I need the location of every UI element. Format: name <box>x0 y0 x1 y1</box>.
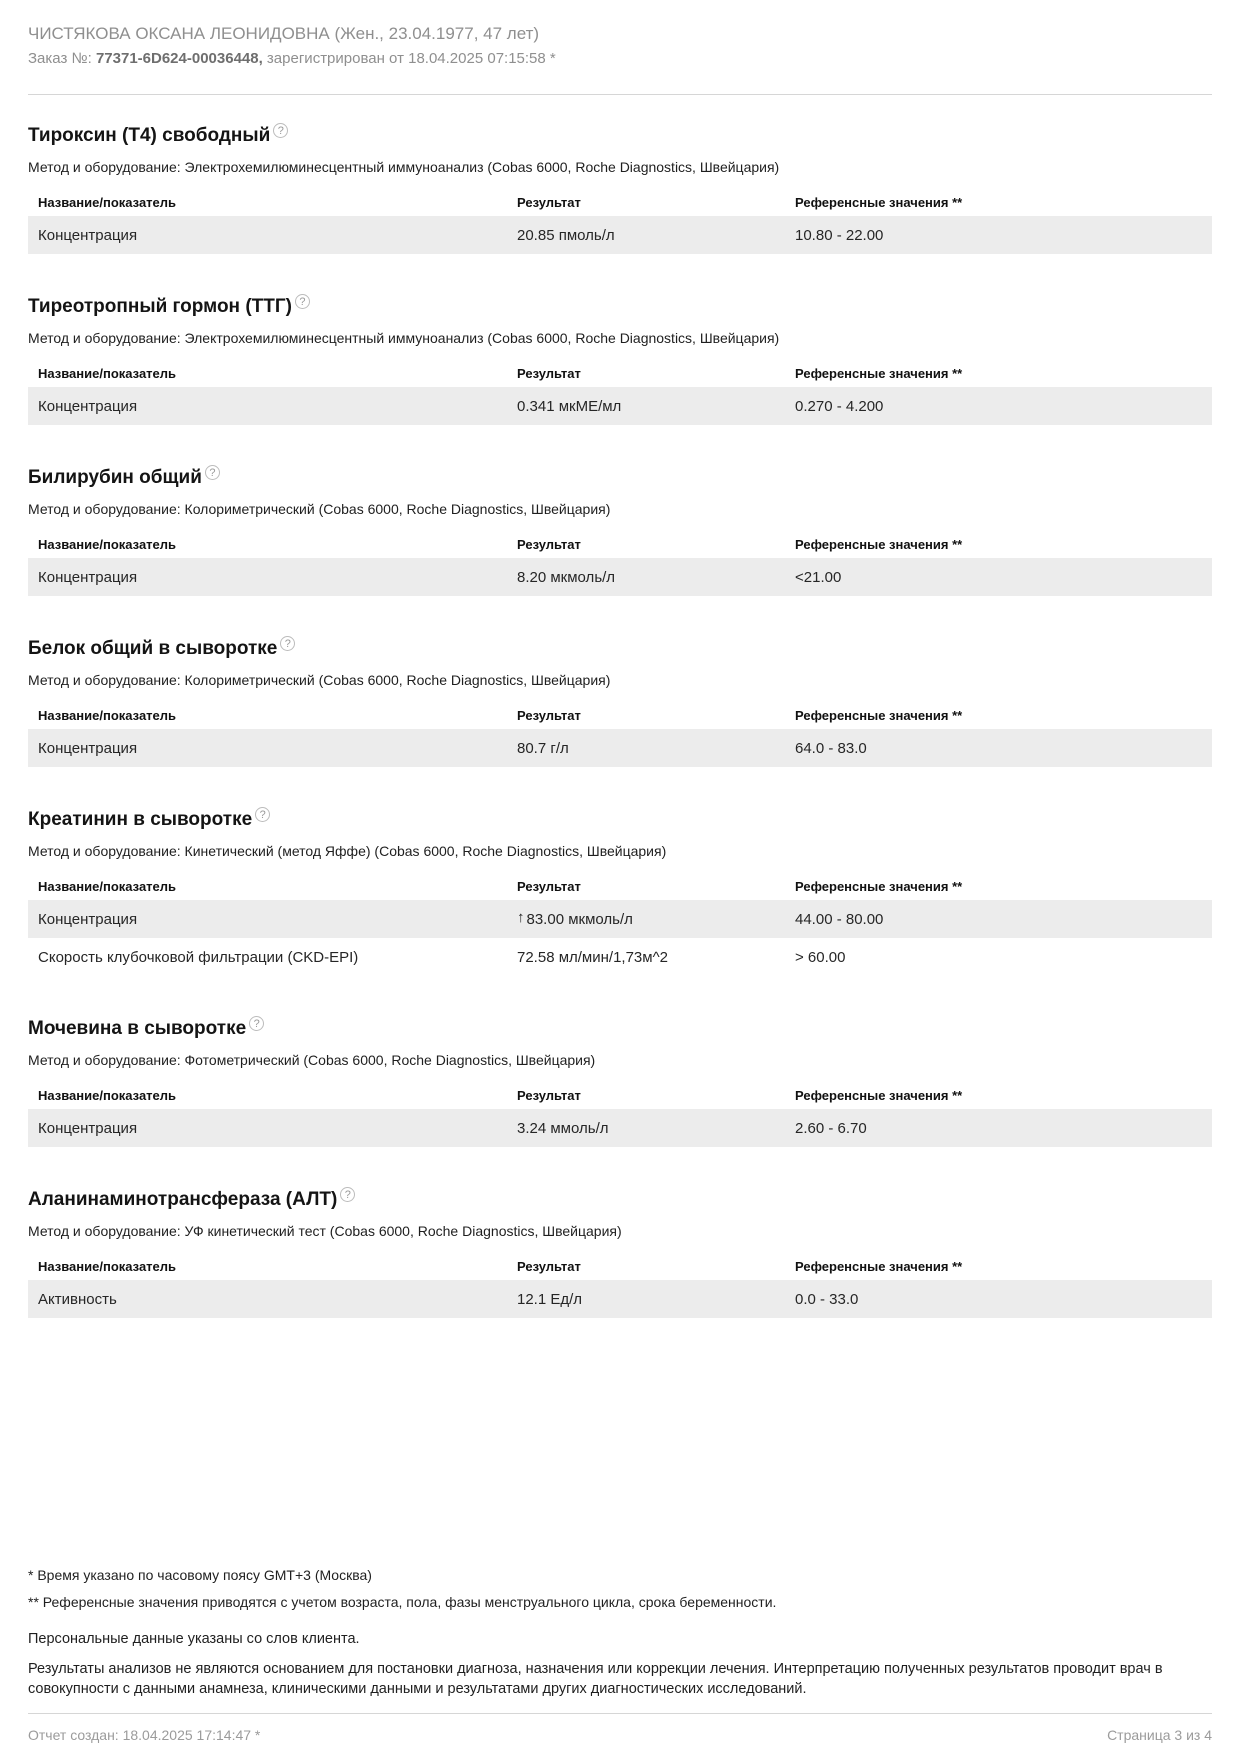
table-row <box>28 1280 1212 1318</box>
cell-result-value: 20.85 пмоль/л <box>517 226 615 244</box>
column-header-name: Название/показатель <box>38 536 177 552</box>
column-header-reference: Референсные значения ** <box>795 707 963 723</box>
cell-result <box>517 398 795 415</box>
table-body <box>28 900 1212 976</box>
test-section <box>28 1016 1212 1147</box>
table-header-row <box>28 872 1212 900</box>
cell-reference-value: 0.0 - 33.0 <box>795 1290 859 1308</box>
section-title-text: Аланинаминотрансфераза (АЛТ) <box>28 1189 338 1210</box>
help-icon[interactable]: ? <box>249 1016 264 1031</box>
table-body <box>28 729 1212 767</box>
method-line: Метод и оборудование: Электрохемилюминесцентный иммуноанализ (Cobas 6000, Roche Diagnostics, Швейцария) <box>28 330 780 346</box>
cell-reference-range <box>795 949 1212 966</box>
section-title-text: Белок общий в сыворотке <box>28 638 278 659</box>
footnote-reference-values: ** Референсные значения приводятся с учетом возраста, пола, фазы менструального цикла, срока беременности. <box>28 1594 777 1610</box>
column-header-result: Результат <box>517 1087 581 1103</box>
cell-reference-value: > 60.00 <box>795 948 846 966</box>
cell-reference-range <box>795 398 1212 415</box>
table-body <box>28 387 1212 425</box>
cell-reference-value: 44.00 - 80.00 <box>795 910 884 928</box>
help-icon[interactable]: ? <box>205 465 220 480</box>
column-header-reference: Референсные значения ** <box>795 1087 963 1103</box>
cell-result-value: 8.20 мкмоль/л <box>517 568 616 586</box>
cell-result <box>517 569 795 586</box>
cell-reference-value: <21.00 <box>795 568 842 586</box>
order-registered: зарегистрирован от 18.04.2025 07:15:58 * <box>262 50 556 67</box>
table-header-row <box>28 188 1212 216</box>
header-divider <box>28 94 1212 95</box>
column-header-result: Результат <box>517 536 581 552</box>
cell-reference-value: 2.60 - 6.70 <box>795 1119 867 1137</box>
footnotes <box>28 1566 1212 1611</box>
column-header-reference: Референсные значения ** <box>795 536 963 552</box>
cell-result <box>517 227 795 244</box>
section-title <box>28 123 1212 148</box>
table-row <box>28 1109 1212 1147</box>
footer-divider <box>28 1713 1212 1714</box>
cell-result <box>517 908 795 928</box>
table-body <box>28 558 1212 596</box>
column-header-result: Результат <box>517 707 581 723</box>
results-table <box>28 1081 1212 1147</box>
cell-result-value: 0.341 мкМЕ/мл <box>517 397 622 415</box>
order-prefix: Заказ №: <box>28 50 96 67</box>
test-section <box>28 294 1212 425</box>
section-title <box>28 465 1212 490</box>
cell-indicator-name: Концентрация <box>38 568 138 586</box>
table-header-row <box>28 1081 1212 1109</box>
column-header-name: Название/показатель <box>38 1258 177 1274</box>
section-title-text: Билирубин общий <box>28 467 202 488</box>
cell-indicator-name: Концентрация <box>38 226 138 244</box>
column-header-name: Название/показатель <box>38 707 177 723</box>
help-icon[interactable]: ? <box>340 1187 355 1202</box>
cell-reference-range <box>795 1291 1212 1308</box>
column-header-result: Результат <box>517 1258 581 1274</box>
section-title-text: Тиреотропный гормон (ТТГ) <box>28 296 292 317</box>
column-header-name: Название/показатель <box>38 365 177 381</box>
table-row <box>28 387 1212 425</box>
test-section <box>28 123 1212 254</box>
results-table <box>28 188 1212 254</box>
test-section <box>28 465 1212 596</box>
disclaimer-results: Результаты анализов не являются основанием для постановки диагноза, назначения или коррекции лечения. Интерпретацию полученных результатов проводит врач в совокупности с данными анамнеза, клиническими данными и результатами других диагностических исследований. <box>28 1661 1163 1697</box>
column-header-name: Название/показатель <box>38 194 177 210</box>
page-footer <box>28 1727 1212 1743</box>
help-icon[interactable]: ? <box>280 636 295 651</box>
cell-indicator-name: Активность <box>38 1290 117 1308</box>
footnote-timezone: * Время указано по часовому поясу GMT+3 (Москва) <box>28 1567 372 1583</box>
cell-reference-value: 0.270 - 4.200 <box>795 397 884 415</box>
method-line: Метод и оборудование: Электрохемилюминесцентный иммуноанализ (Cobas 6000, Roche Diagnostics, Швейцария) <box>28 159 780 175</box>
cell-result-value: 3.24 ммоль/л <box>517 1119 609 1137</box>
order-info <box>28 46 1212 72</box>
cell-result <box>517 949 795 966</box>
section-title-text: Тироксин (Т4) свободный <box>28 125 271 146</box>
table-header-row <box>28 1252 1212 1280</box>
column-header-name: Название/показатель <box>38 1087 177 1103</box>
page-indicator: Страница 3 из 4 <box>1107 1727 1212 1743</box>
sections <box>28 123 1212 1318</box>
column-header-reference: Референсные значения ** <box>795 878 963 894</box>
table-header-row <box>28 359 1212 387</box>
cell-reference-value: 10.80 - 22.00 <box>795 226 884 244</box>
cell-reference-range <box>795 911 1212 928</box>
cell-indicator-name: Концентрация <box>38 1119 138 1137</box>
cell-result-value: 83.00 мкмоль/л <box>526 910 633 928</box>
patient-name: ЧИСТЯКОВА ОКСАНА ЛЕОНИДОВНА (Жен., 23.04.1977, 47 лет) <box>28 24 540 43</box>
cell-result-value: 80.7 г/л <box>517 739 569 757</box>
column-header-result: Результат <box>517 365 581 381</box>
method-line: Метод и оборудование: Фотометрический (Cobas 6000, Roche Diagnostics, Швейцария) <box>28 1052 596 1068</box>
disclaimer-personal-data: Персональные данные указаны со слов клиента. <box>28 1631 360 1647</box>
test-section <box>28 807 1212 976</box>
column-header-reference: Референсные значения ** <box>795 194 963 210</box>
cell-reference-value: 64.0 - 83.0 <box>795 739 867 757</box>
report-created: Отчет создан: 18.04.2025 17:14:47 * <box>28 1727 261 1743</box>
help-icon[interactable]: ? <box>295 294 310 309</box>
cell-indicator-name: Концентрация <box>38 910 138 928</box>
table-row <box>28 900 1212 938</box>
section-title <box>28 807 1212 832</box>
method-line: Метод и оборудование: Колориметрический (Cobas 6000, Roche Diagnostics, Швейцария) <box>28 672 611 688</box>
section-title <box>28 1016 1212 1041</box>
cell-indicator-name: Концентрация <box>38 397 138 415</box>
section-title-text: Креатинин в сыворотке <box>28 809 253 830</box>
results-table <box>28 1252 1212 1318</box>
section-title <box>28 1187 1212 1212</box>
table-body <box>28 216 1212 254</box>
method-line: Метод и оборудование: Колориметрический (Cobas 6000, Roche Diagnostics, Швейцария) <box>28 501 611 517</box>
cell-indicator-name: Скорость клубочковой фильтрации (CKD-EPI) <box>38 948 359 966</box>
column-header-reference: Референсные значения ** <box>795 365 963 381</box>
cell-result-value: 72.58 мл/мин/1,73м^2 <box>517 948 668 966</box>
column-header-result: Результат <box>517 878 581 894</box>
table-row <box>28 558 1212 596</box>
column-header-result: Результат <box>517 194 581 210</box>
help-icon[interactable]: ? <box>255 807 270 822</box>
disclaimers <box>28 1629 1212 1699</box>
test-section <box>28 636 1212 767</box>
results-table <box>28 359 1212 425</box>
table-body <box>28 1280 1212 1318</box>
table-header-row <box>28 530 1212 558</box>
results-table <box>28 530 1212 596</box>
cell-result <box>517 740 795 757</box>
high-value-arrow-icon: ↑ <box>517 908 525 926</box>
method-line: Метод и оборудование: Кинетический (метод Яффе) (Cobas 6000, Roche Diagnostics, Швейцария) <box>28 843 667 859</box>
cell-result <box>517 1291 795 1308</box>
table-row <box>28 729 1212 767</box>
order-number: 77371-6D624-00036448, <box>95 50 263 67</box>
cell-result <box>517 1120 795 1137</box>
table-header-row <box>28 701 1212 729</box>
results-table <box>28 872 1212 976</box>
section-title <box>28 636 1212 661</box>
cell-reference-range <box>795 740 1212 757</box>
results-table <box>28 701 1212 767</box>
section-title <box>28 294 1212 319</box>
cell-reference-range <box>795 569 1212 586</box>
table-row <box>28 938 1212 976</box>
help-icon[interactable]: ? <box>273 123 288 138</box>
table-body <box>28 1109 1212 1147</box>
method-line: Метод и оборудование: УФ кинетический тест (Cobas 6000, Roche Diagnostics, Швейцария) <box>28 1223 622 1239</box>
table-row <box>28 216 1212 254</box>
cell-reference-range <box>795 1120 1212 1137</box>
column-header-name: Название/показатель <box>38 878 177 894</box>
test-section <box>28 1187 1212 1318</box>
column-header-reference: Референсные значения ** <box>795 1258 963 1274</box>
cell-indicator-name: Концентрация <box>38 739 138 757</box>
cell-result-value: 12.1 Ед/л <box>517 1290 583 1308</box>
section-title-text: Мочевина в сыворотке <box>28 1018 247 1039</box>
cell-reference-range <box>795 227 1212 244</box>
